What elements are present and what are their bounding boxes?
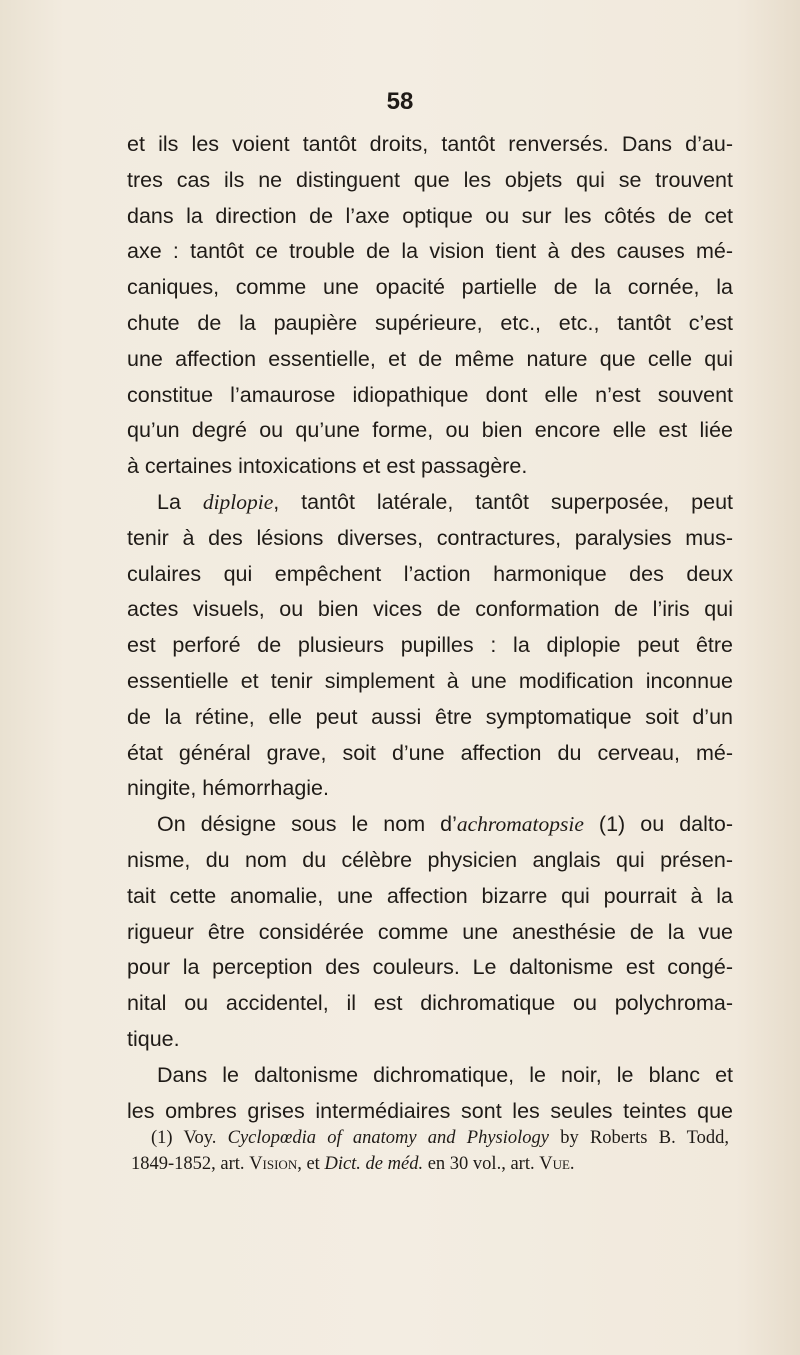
text-line: est perforé de plusieurs pupilles : la diplopie peut être: [127, 633, 733, 658]
italic-term: achromatopsie: [456, 812, 584, 837]
text-segment: en 30 vol., art.: [423, 1154, 540, 1174]
text-line: pour la perception des couleurs. Le daltonisme est congé-: [127, 955, 733, 980]
text-segment: (1) ou dalto-: [583, 812, 733, 837]
smallcaps-term: Vision: [249, 1154, 298, 1174]
text-line: une affection essentielle, et de même nature que celle qui: [127, 346, 733, 371]
footnote: [131, 1125, 729, 1177]
smallcaps-term: Vue: [539, 1154, 570, 1174]
text-line: tique.: [127, 1026, 180, 1051]
text-line: les ombres grises intermédiaires sont les seules teintes que: [127, 1098, 733, 1123]
text-segment: (1) Voy.: [151, 1128, 228, 1148]
text-line: et ils les voient tantôt droits, tantôt renversés. Dans d’au-: [127, 132, 733, 156]
italic-title: Dict. de méd.: [324, 1154, 424, 1174]
text-line: tenir à des lésions diverses, contractures, paralysies mus-: [127, 525, 733, 550]
text-line: qu’un degré ou qu’une forme, ou bien encore elle est liée: [127, 418, 733, 443]
text-line: nisme, du nom du célèbre physicien anglais qui présen-: [127, 847, 733, 872]
text-line: ningite, hémorrhagie.: [127, 776, 329, 801]
text-line: rigueur être considérée comme une anesthésie de la vue: [127, 919, 733, 944]
italic-title: Cyclopœdia of anatomy and Physiology: [227, 1128, 549, 1148]
text-line: de la rétine, elle peut aussi être symptomatique soit d’un: [127, 704, 733, 729]
footnote-line: [131, 1151, 729, 1177]
text-line: axe : tantôt ce trouble de la vision tient à des causes mé-: [127, 239, 733, 264]
text-segment: 1849-1852, art.: [131, 1154, 250, 1174]
footnote-line: [131, 1125, 729, 1151]
text-line: essentielle et tenir simplement à une modification inconnue: [127, 668, 733, 693]
text-segment: La: [157, 489, 203, 514]
text-line: caniques, comme une opacité partielle de la cornée, la: [127, 275, 733, 300]
text-line: actes visuels, ou bien vices de conformation de l’iris qui: [127, 597, 733, 622]
text-line: tres cas ils ne distinguent que les objets qui se trouvent: [127, 167, 733, 192]
text-segment: , et: [297, 1154, 325, 1174]
text-line: état général grave, soit d’une affection du cerveau, mé-: [127, 740, 733, 765]
text-segment: .: [569, 1154, 575, 1174]
text-line: à certaines intoxications et est passagère.: [127, 454, 528, 479]
paragraph-first-line: [127, 485, 733, 521]
text-line: nital ou accidentel, il est dichromatique ou polychroma-: [127, 991, 733, 1016]
text-line: culaires qui empêchent l’action harmonique des deux: [127, 561, 733, 586]
text-line: Dans le daltonisme dichromatique, le noir, le blanc et: [157, 1062, 733, 1087]
text-line: dans la direction de l’axe optique ou sur les côtés de cet: [127, 203, 733, 228]
text-segment: by Roberts B. Todd,: [548, 1128, 729, 1148]
page-number: 58: [386, 88, 414, 115]
italic-term: diplopie: [202, 489, 274, 514]
paragraph-first-line: [127, 807, 733, 843]
text-segment: , tantôt latérale, tantôt superposée, peut: [273, 489, 733, 514]
text-line: chute de la paupière supérieure, etc., etc., tantôt c’est: [127, 310, 733, 335]
text-line: constitue l’amaurose idiopathique dont elle n’est souvent: [127, 382, 733, 407]
text-line: tait cette anomalie, une affection bizarre qui pourrait à la: [127, 883, 733, 908]
body-text: [127, 127, 733, 1129]
text-segment: On désigne sous le nom d’: [157, 812, 457, 837]
